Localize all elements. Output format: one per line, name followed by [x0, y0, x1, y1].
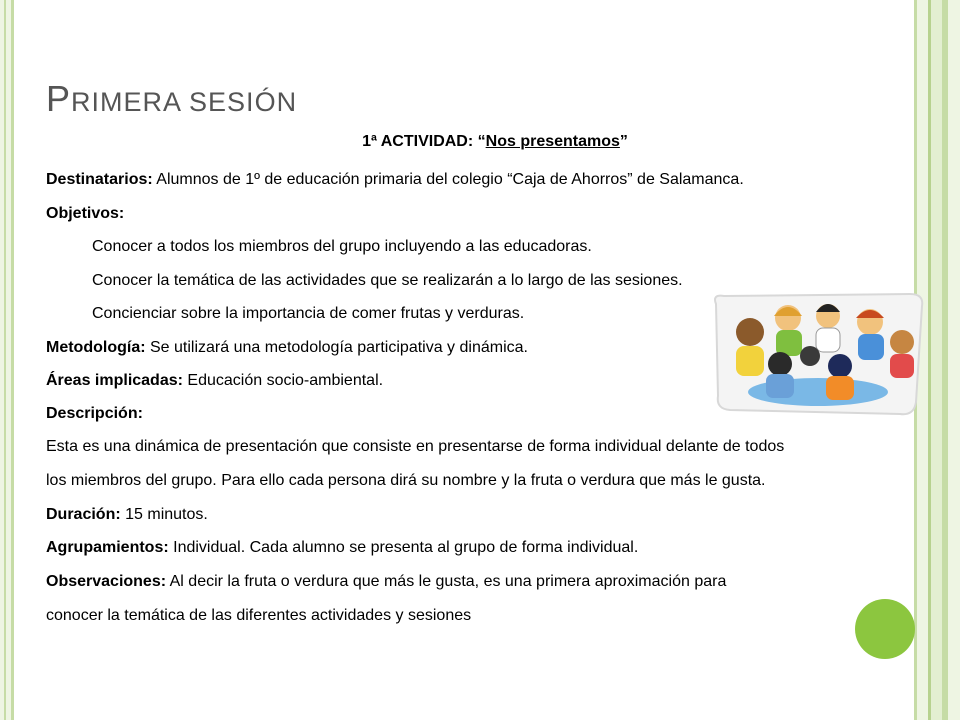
objetivo-item: Conocer la temática de las actividades que se realizarán a lo largo de las sesiones. — [92, 272, 683, 289]
descripcion-label: Descripción: — [46, 405, 143, 422]
observaciones-line-2: conocer la temática de las diferentes actividades y sesiones — [46, 607, 472, 624]
metodologia-line: Metodología: Se utilizará una metodología participativa y dinámica. — [46, 339, 528, 356]
activity-heading: 1ª ACTIVIDAD: “Nos presentamos” — [362, 133, 628, 150]
decorative-green-dot — [855, 599, 915, 659]
activity-name: Nos presentamos — [485, 133, 620, 150]
slide-frame-left — [0, 0, 14, 720]
areas-line: Áreas implicadas: Educación socio-ambiental. — [46, 372, 384, 389]
descripcion-text-2: los miembros del grupo. Para ello cada persona dirá su nombre y la fruta o verdura que más le gusta. — [46, 472, 766, 489]
descripcion-text-1: Esta es una dinámica de presentación que consiste en presentarse de forma individual delante de todos — [46, 438, 785, 455]
agrupamientos-line: Agrupamientos: Individual. Cada alumno se presenta al grupo de forma individual. — [46, 539, 639, 556]
objetivo-item: Conocer a todos los miembros del grupo incluyendo a las educadoras. — [92, 238, 592, 255]
objetivos-label: Objetivos: — [46, 205, 125, 222]
children-circle-image — [710, 292, 926, 418]
slide-title: PRIMERA SESIÓN — [46, 78, 298, 119]
destinatarios-line: Destinatarios: Alumnos de 1º de educación primaria del colegio “Caja de Ahorros” de Salamanca. — [46, 171, 744, 188]
duracion-line: Duración: 15 minutos. — [46, 506, 208, 523]
observaciones-line: Observaciones: Al decir la fruta o verdura que más le gusta, es una primera aproximación para — [46, 573, 727, 590]
objetivo-item: Concienciar sobre la importancia de comer frutas y verduras. — [92, 305, 525, 322]
